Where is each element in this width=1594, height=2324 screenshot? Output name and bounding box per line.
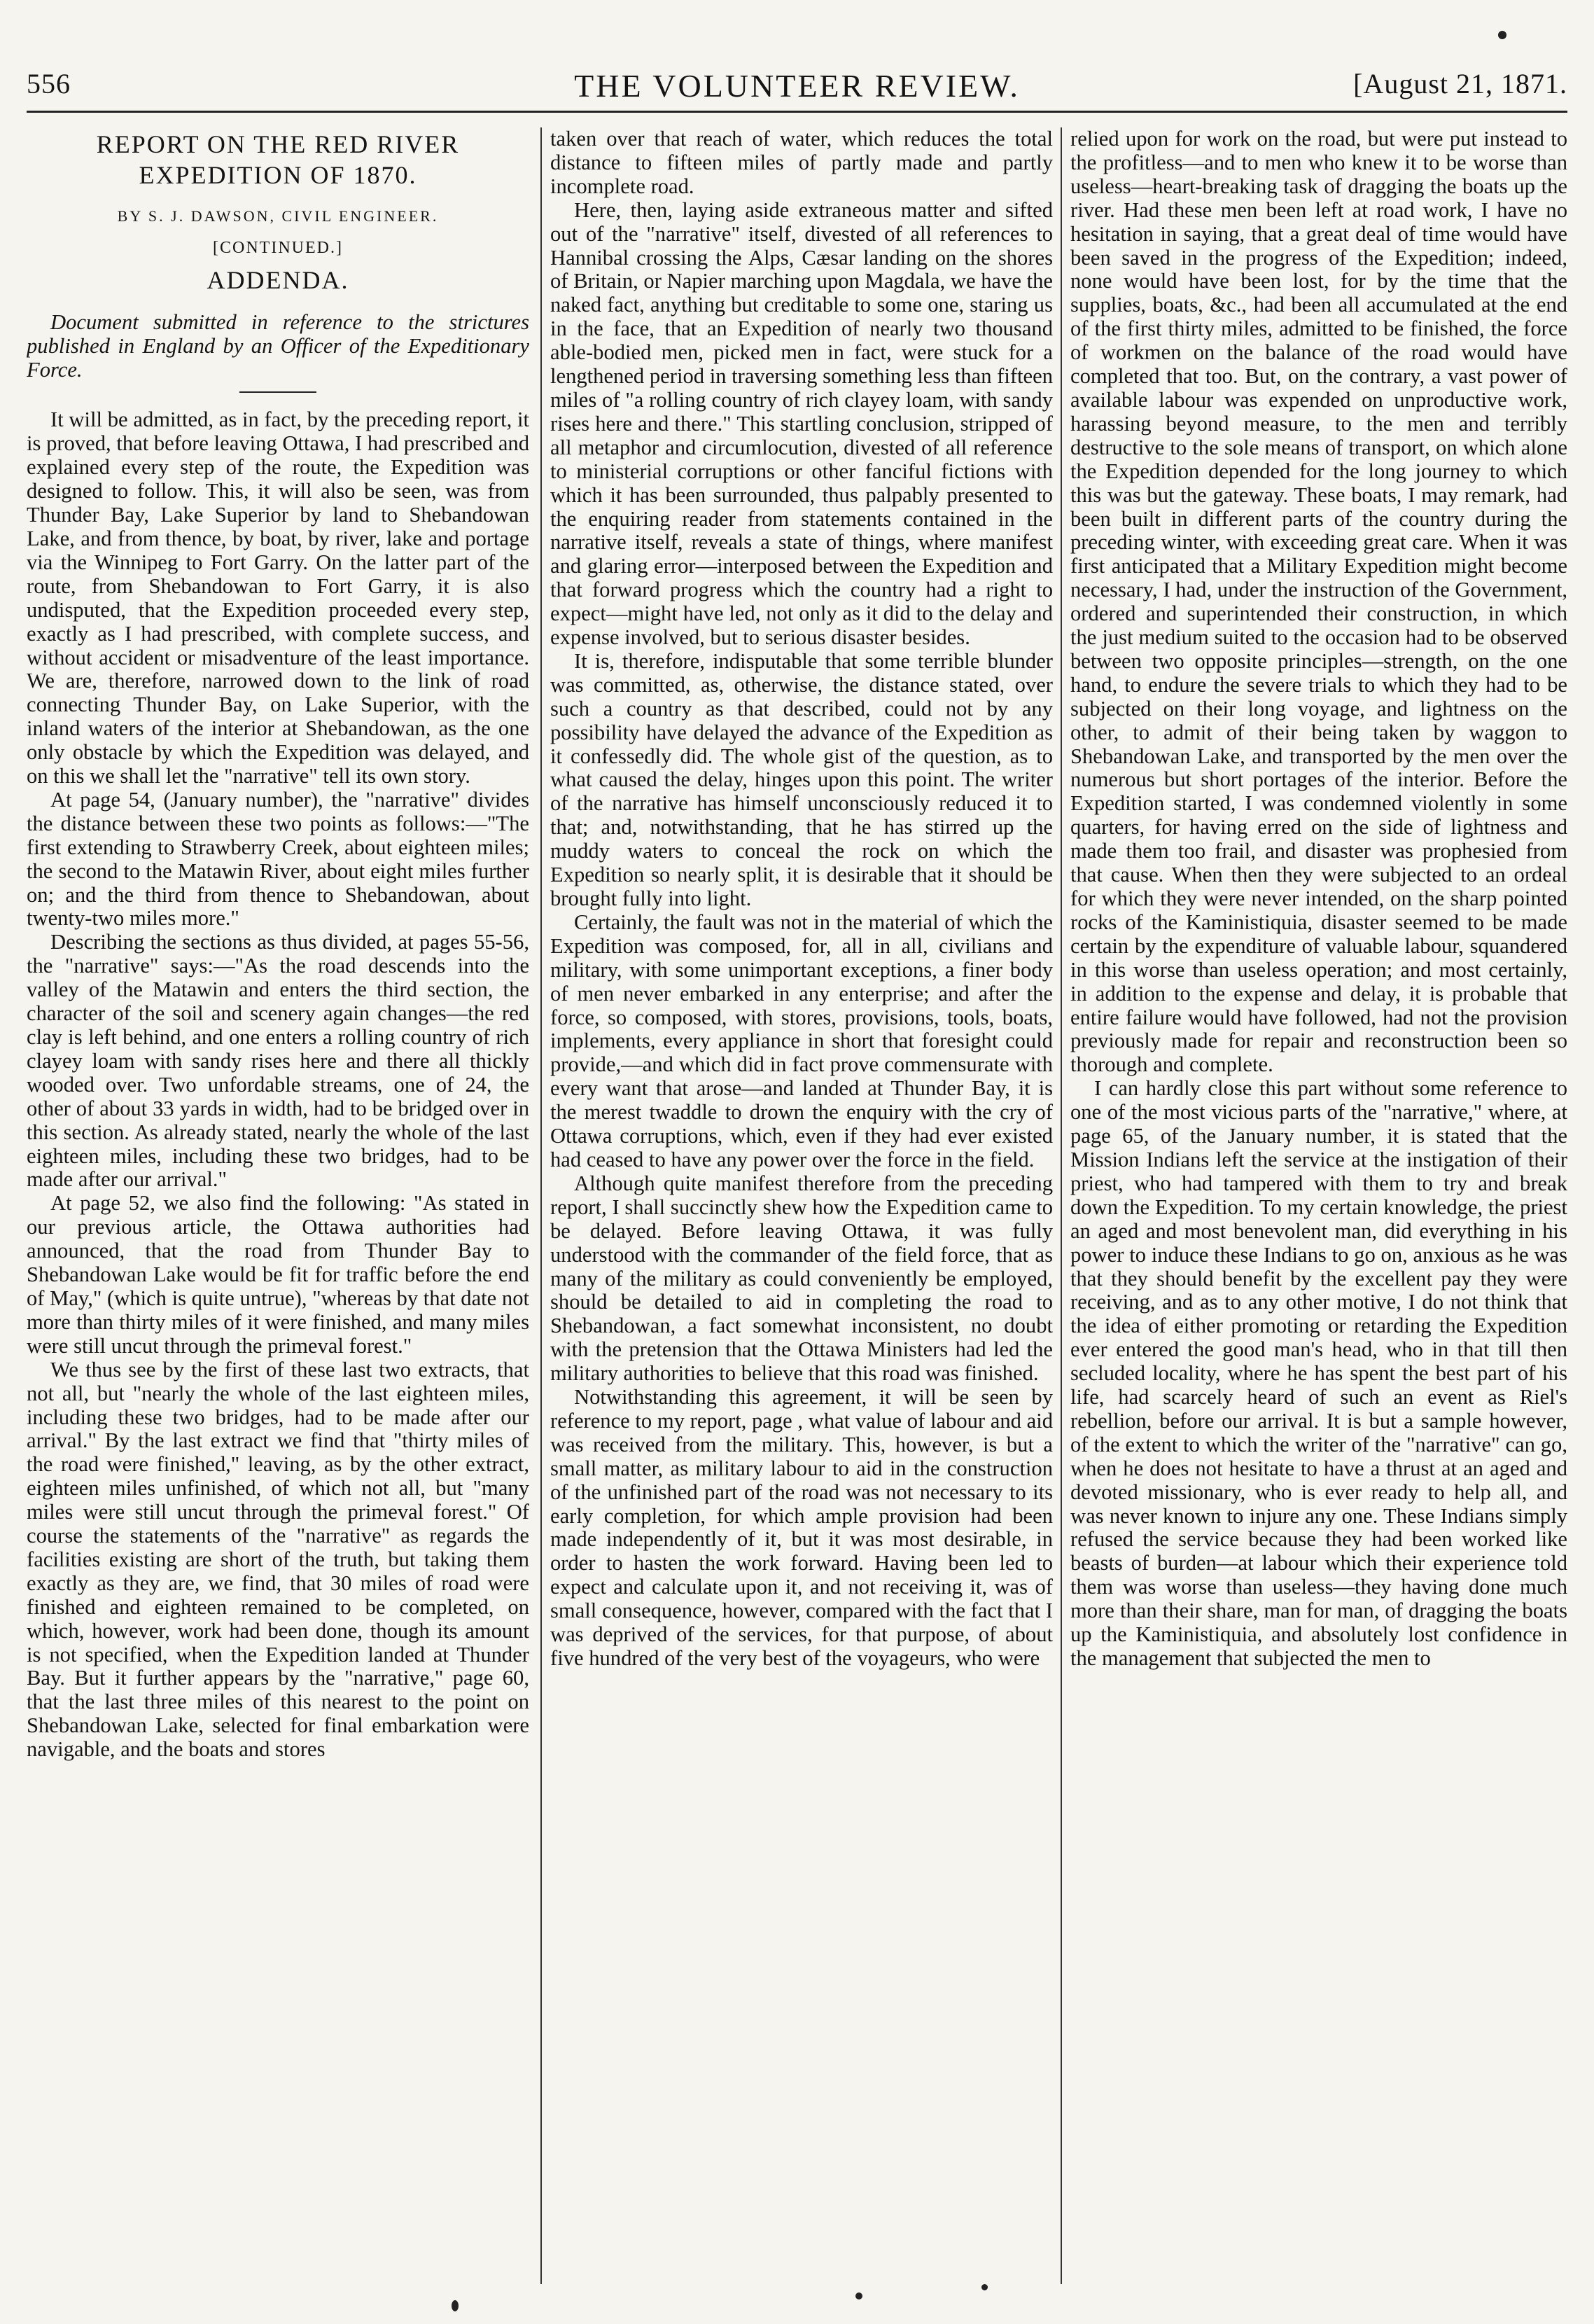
- paragraph: Describing the sections as thus divided, at pages 55-56, the "narrative" says:—"As the road descends into the valley of the Matawin and enters the third section, the character of the soil and scenery again changes—the red clay is left behind, and one enters a rolling country of rich clayey loam with sandy rises here and there all thickly wooded over. Two unfordable streams, one of 24, the other of about 33 yards in width, had to be bridged over in this section. As already stated, nearly the whole of the last eighteen miles, including these two bridges, had to be made after our arrival.": [27, 930, 529, 1192]
- header-rule: [27, 111, 1567, 113]
- paragraph: At page 52, we also find the following: "As stated in our previous article, the Ottawa authorities had announced, that the road from Thunder Bay to Shebandowan Lake would be fit for traffic before the end of May," (which is quite untrue), "whereas by that date not more than thirty miles of it were finished, and many miles were still uncut through the primeval forest.": [27, 1191, 529, 1358]
- paragraph: relied upon for work on the road, but were put instead to the profitless—and to men who knew it to be worse than useless—heart-breaking task of dragging the boats up the river. Had these men been left at road work, I have no hesitation in saying, that a great deal of time would have been saved in the progress of the Expedition; indeed, none would have been lost, for by the time that the supplies, boats, &c., had been all accumulated at the end of the first thirty miles, admitted to be finished, the force of workmen on the balance of the road would have completed that too. But, on the contrary, a vast power of available labour was expended on unproductive work, harassing beyond measure, to the men and terribly destructive to the sole means of transport, on which alone the Expedition depended for the long journey to which this was but the gateway. These boats, I may remark, had been built in different parts of the country during the preceding winter, with exceeding great care. When it was first anticipated that a Military Expedition might become necessary, I had, under the instruction of the Government, ordered and superintended their construction, in which the just medium suited to the occasion had to be observed between two opposite principles—strength, on the one hand, to endure the severe trials to which they had to be subjected on their long voyage, and lightness on the other, to admit of their being taken by waggon to Shebandowan Lake, and transported by the men over the numerous but short portages of the interior. Before the Expedition started, I was condemned violently in some quarters, for having erred on the side of lightness and made them too frail, and disaster was prophesied from that cause. When then they were subjected to an ordeal for which they were never intended, on the sharp pointed rocks of the Kaministiquia, disaster seemed to be made certain by the expenditure of valuable labour, squandered in this worse than useless operation; and most certainly, in addition to the expense and delay, it is probable that entire failure would have followed, had not the provision previously made for repair and reconstruction been so thorough and complete.: [1070, 127, 1567, 1077]
- paragraph: At page 54, (January number), the "narrative" divides the distance between these two points as follows:—"The first extending to Strawberry Creek, about eighteen miles; the second to the Matawin River, about eight miles further on; and the third from thence to Shebandowan, about twenty-two miles more.": [27, 787, 529, 931]
- column-3: [1070, 127, 1567, 2284]
- byline: BY S. J. DAWSON, CIVIL ENGINEER.: [117, 207, 439, 225]
- paragraph: It will be admitted, as in fact, by the preceding report, it is proved, that before leaving Ottawa, I had prescribed and explained every step of the route, the Expedition was designed to follow. This, it will also be seen, was from Thunder Bay, Lake Superior by land to Shebandowan Lake, and from thence, by boat, by river, lake and portage via the Winnipeg to Fort Garry. On the latter part of the route, from Shebandowan to Fort Garry, it is also undisputed, that the Expedition proceeded every step, exactly as I had prescribed, with complete success, and without accident or misadventure of the least importance. We are, therefore, narrowed down to the link of road connecting Thunder Bay, on Lake Superior, with the inland waters of the interior at Shebandowan, as the one only obstacle by which the Expedition was delayed, and on this we shall let the "narrative" tell its own story.: [27, 408, 529, 788]
- print-speck: [1498, 31, 1506, 39]
- paragraph: Here, then, laying aside extraneous matter and sifted out of the "narrative" itself, divested of all references to Hannibal crossing the Alps, Cæsar landing on the shores of Britain, or Napier marching upon Magdala, we have the naked fact, anything but creditable to some one, staring us in the face, that an Expedition of nearly two thousand able-bodied men, picked men in fact, were stuck for a lengthened period in traversing something less than fifteen miles of "a rolling country of rich clayey loam, with sandy rises here and there." This startling conclusion, stripped of all metaphor and circumlocution, divested of all reference to ministerial corruptions or other fanciful fictions with which it has been surrounded, thus palpably presented to the enquiring reader from statements contained in the narrative itself, reveals a state of things, where manifest and glaring error—interposed between the Expedition and that forward progress which the country had a right to expect—might have led, not only as it did to the delay and expense involved, but to serious disaster besides.: [550, 197, 1053, 650]
- column-1: [27, 127, 529, 2284]
- paragraph: I can hardly close this part without some reference to one of the most vicious parts of the "narrative," where, at page 65, of the January number, it is stated that the Mission Indians left the service at the instigation of their priest, who had tampered with them to try and break down the Expedition. To my certain knowledge, the priest an aged and most benevolent man, did everything in his power to induce these Indians to go on, anxious as he was that they should benefit by the excellent pay they were receiving, and as to any other motive, I do not think that the idea of either promoting or retarding the Expedition ever entered the good man's head, who in that till then secluded locality, where he has spent the best part of his life, had scarcely heard of such an event as Riel's rebellion, before our arrival. It is but a sample however, of the extent to which the writer of the "narrative" can go, when he does not hesitate to have a thrust at an aged and devoted missionary, who is ever ready to help all, and was never known to injure any one. These Indians simply refused the service because they had been worked like beasts of burden—at labour which their experience told them was worse than useless—they having done much more than their share, man for man, of dragging the boats up the Kaministiquia, and absolutely lost confidence in the management that subjected the men to: [1070, 1076, 1567, 1670]
- column-2: [550, 127, 1053, 2284]
- paragraph: We thus see by the first of these last two extracts, that not all, but "nearly the whole of the last eighteen miles, including these two bridges, had to be made after our arrival." By the last extract we find that "thirty miles of the road were finished," leaving, as by the other extract, eighteen miles unfinished, of which not all, but "many miles were still uncut through the primeval forest." Of course the statements of the "narrative" as regards the facilities existing are short of the truth, but taking them exactly as they are, we find, that 30 miles of road were finished and eighteen remained to be completed, on which, however, work had been done, though its amount is not specified, when the Expedition landed at Thunder Bay. But it further appears by the "narrative," page 60, that the last three miles of this nearest to the point on Shebandowan Lake, selected for final embarkation were navigable, and the boats and stores: [27, 1357, 529, 1762]
- paragraph: Certainly, the fault was not in the material of which the Expedition was composed, for, all in all, civilians and military, with some unimportant exceptions, a finer body of men never embarked in any enterprise; and after the force, so composed, with stores, provisions, tools, boats, implements, every appliance in short that foresight could provide,—and which did in fact prove commensurate with every want that arose—and landed at Thunder Bay, it is the merest twaddle to drown the enquiry with the cry of Ottawa corruptions, which, even if they had ever existed had ceased to have any power over the force in the field.: [550, 910, 1053, 1171]
- publication-title: THE VOLUNTEER REVIEW.: [574, 68, 1020, 104]
- print-speck: [855, 2292, 862, 2299]
- continued-label: [CONTINUED.]: [213, 238, 343, 257]
- document-note: Document submitted in reference to the strictures published in England by an Officer of the Expeditionary Force.: [27, 309, 529, 382]
- section-heading: ADDENDA.: [207, 265, 349, 294]
- column-divider: [1061, 127, 1062, 2284]
- paragraph: taken over that reach of water, which reduces the total distance to fifteen miles of partly made and partly incomplete road.: [550, 127, 1053, 198]
- article-title: REPORT ON THE RED RIVER EXPEDITION OF 1870.: [96, 130, 460, 189]
- issue-date: [August 21, 1871.: [1353, 68, 1567, 99]
- paragraph: Although quite manifest therefore from the preceding report, I shall succinctly shew how the Expedition came to be delayed. Before leaving Ottawa, it was fully understood with the commander of the field force, that as many of the military as could conveniently be employed, should be detailed to aid in completing the road to Shebandowan, a fact somewhat inconsistent, no doubt with the pretension that the Ottawa Ministers had led the military authorities to believe that this road was finished.: [550, 1171, 1053, 1386]
- print-speck: [452, 2300, 459, 2311]
- paragraph: Notwithstanding this agreement, it will be seen by reference to my report, page , what value of labour and aid was received from the military. This, however, is but a small matter, as military labour to aid in the construction of the unfinished part of the road was not necessary to its early completion, for which ample provision had been made independently of it, but it was most desirable, in order to hasten the work forward. Having been led to expect and calculate upon it, and not receiving it, was of small consequence, however, compared with the fact that I was deprived of the services, for that purpose, of about five hundred of the very best of the voyageurs, who were: [550, 1385, 1053, 1670]
- paragraph: It is, therefore, indisputable that some terrible blunder was committed, as, otherwise, the distance stated, over such a country as that described, could not by any possibility have delayed the advance of the Expedition as it confessedly did. The whole gist of the question, as to what caused the delay, hinges upon this point. The writer of the narrative has himself unconsciously reduced it to that; and, notwithstanding, that he has stirred up the muddy waters to conceal the rock on which the Expedition so nearly split, it is desirable that it should be brought fully into light.: [550, 648, 1053, 910]
- column-divider: [540, 127, 542, 2284]
- separator-rule: [239, 391, 316, 393]
- page-number: 556: [27, 68, 71, 99]
- page-header: [27, 39, 1567, 102]
- print-speck: [981, 2284, 988, 2290]
